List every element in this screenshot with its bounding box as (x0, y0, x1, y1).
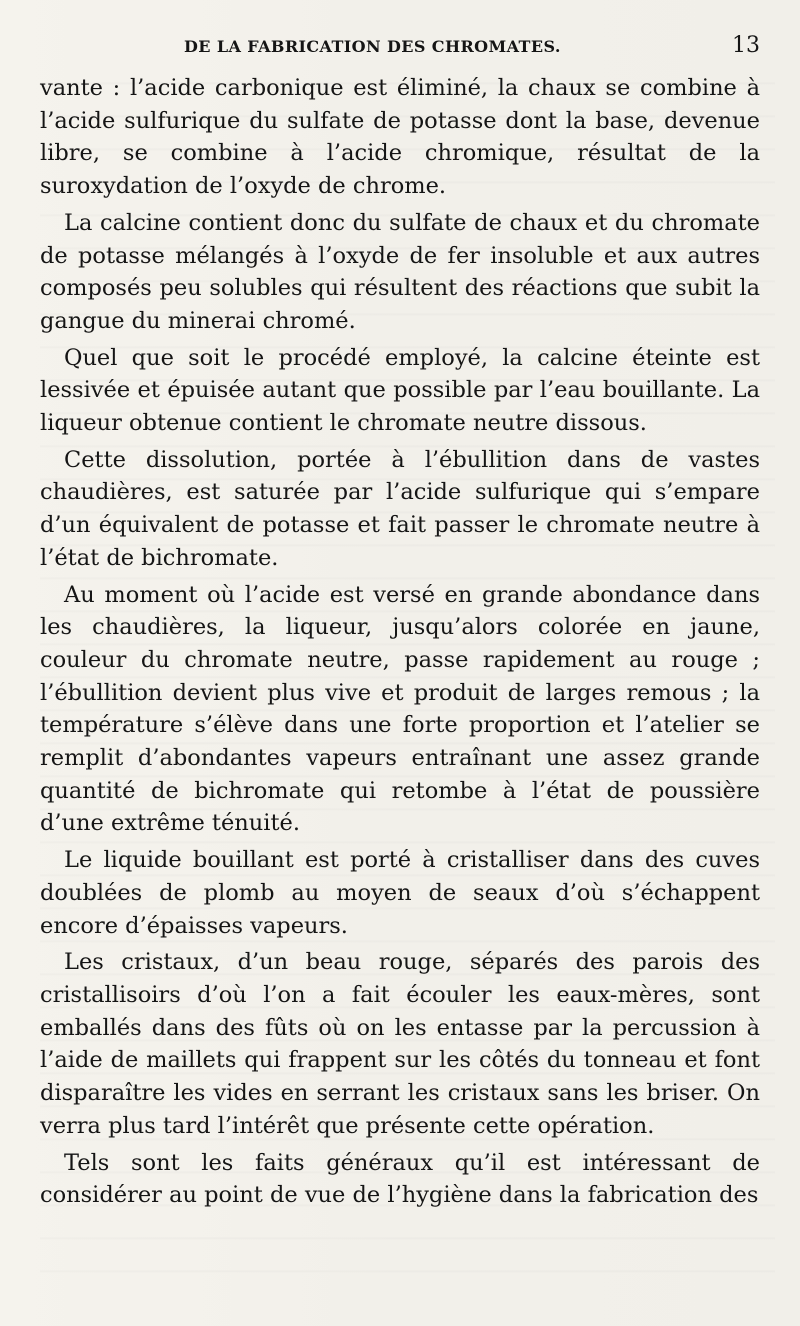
paragraph-crystals-packing: Les cristaux, d’un beau rouge, séparés des parois des cristallisoirs d’où l’on a fait écouler les eaux-mères, sont emballés dans des fûts où on les entasse par la percussion à l’aide de maillets qui frappent sur les côtés du tonneau et font disparaître les vides en serrant les cristaux sans les briser. On verra plus tard l’intérêt que présente cette opération. (40, 949, 760, 1139)
body-text (40, 72, 760, 1212)
paragraph-acid-reaction: Au moment où l’acide est versé en grande abondance dans les chaudières, la liqueur, jusqu’alors colorée en jaune, couleur du chromate neutre, passe rapidement au rouge ; l’ébullition devient plus vive et produit de larges remous ; la température s’élève dans une forte proportion et l’atelier se remplit d’abondantes vapeurs entraînant une assez grande quantité de bichromate qui retombe à l’état de poussière d’une extrême ténuité. (40, 581, 760, 837)
paragraph-crystallization: Le liquide bouillant est porté à cristalliser dans des cuves doublées de plomb au moyen de seaux d’où s’échappent encore d’épaisses vapeurs. (40, 847, 760, 939)
paragraph-calcine-content: La calcine contient donc du sulfate de chaux et du chromate de potasse mélangés à l’oxyde de fer insoluble et aux autres composés peu solubles qui résultent des réactions que subit la gangue du minerai chromé. (40, 209, 760, 334)
page-number: 13 (732, 33, 760, 58)
paragraph-hygiene: Tels sont les faits généraux qu’il est intéressant de considérer au point de vue de l’hygiène dans la fabrication des (40, 1149, 760, 1209)
page-header (184, 33, 760, 69)
paragraph-continuation: vante : l’acide carbonique est éliminé, la chaux se combine à l’acide sulfurique du sulfate de potasse dont la base, devenue libre, se combine à l’acide chromique, résultat de la suroxydation de l’oxyde de chrome. (40, 75, 760, 200)
running-head: DE LA FABRICATION DES CHROMATES. (184, 37, 561, 56)
paragraph-lixiviation: Quel que soit le procédé employé, la calcine éteinte est lessivée et épuisée autant que possible par l’eau bouillante. La liqueur obtenue contient le chromate neutre dissous. (40, 344, 760, 437)
paragraph-saturation: Cette dissolution, portée à l’ébullition dans de vastes chaudières, est saturée par l’acide sulfurique qui s’empare d’un équivalent de potasse et fait passer le chromate neutre à l’état de bichromate. (40, 446, 760, 571)
